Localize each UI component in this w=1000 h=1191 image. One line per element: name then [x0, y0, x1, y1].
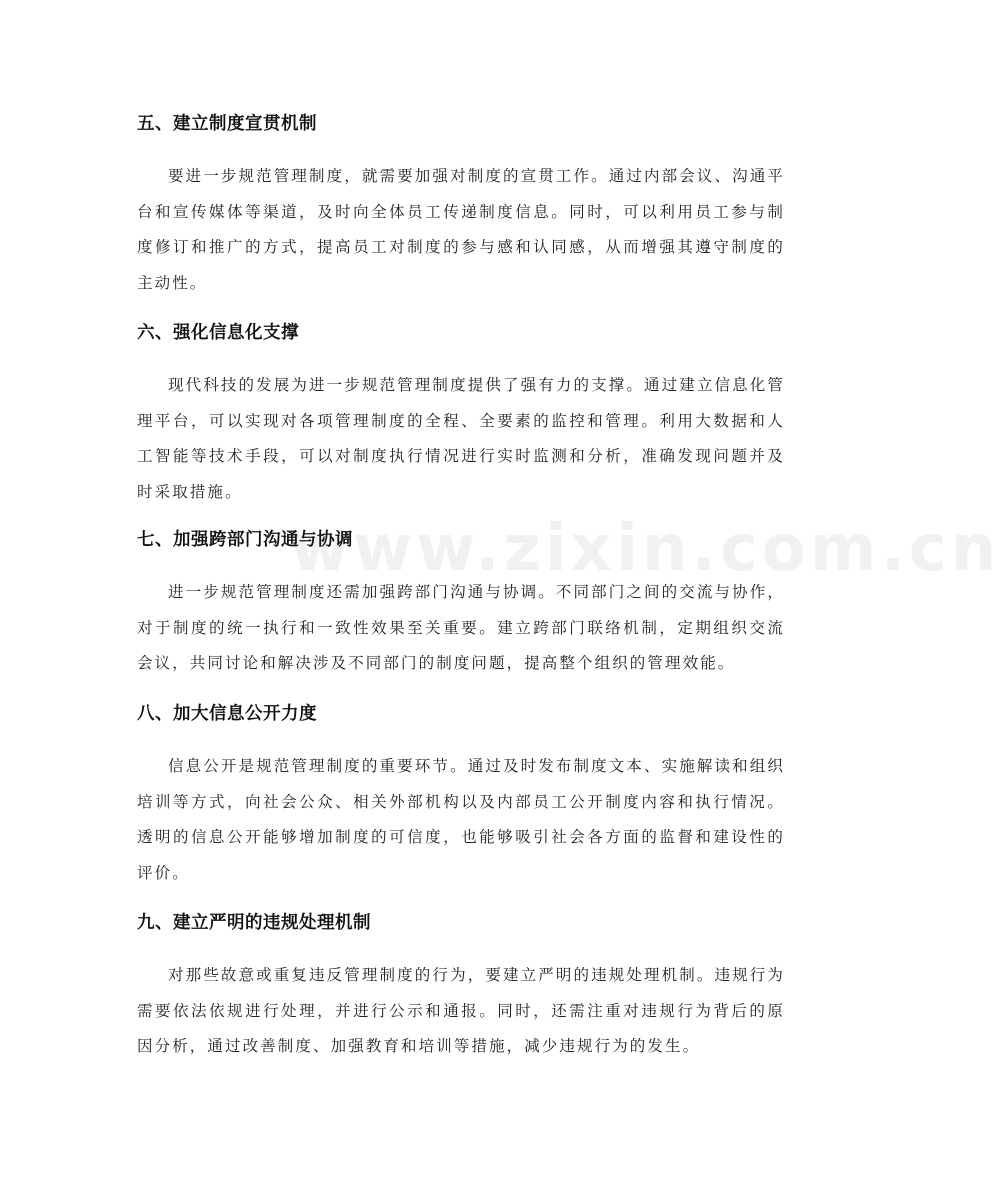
section-heading: 六、强化信息化支撑 — [137, 323, 299, 343]
section-paragraph: 信息公开是规范管理制度的重要环节。通过及时发布制度文本、实施解读和组织培训等方式，向社会公众、相关外部机构以及内部员工公开制度内容和执行情况。透明的信息公开能够增加制度的可信度，也能够吸引社会各方面的监督和建设性的评价。 — [137, 757, 785, 882]
section-heading: 五、建立制度宣贯机制 — [137, 114, 317, 134]
section-paragraph: 对那些故意或重复违反管理制度的行为，要建立严明的违规处理机制。违规行为需要依法依规进行处理，并进行公示和通报。同时，还需注重对违规行为背后的原因分析，通过改善制度、加强教育和培训等措施，减少违规行为的发生。 — [137, 966, 785, 1055]
section-heading: 九、建立严明的违规处理机制 — [137, 913, 371, 933]
watermark: www.zixin.com.cn — [290, 512, 1000, 586]
section-6 — [137, 321, 785, 510]
section-9 — [137, 911, 785, 1065]
section-8 — [137, 702, 785, 891]
section-paragraph: 现代科技的发展为进一步规范管理制度提供了强有力的支撑。通过建立信息化管理平台，可以实现对各项管理制度的全程、全要素的监控和管理。利用大数据和人工智能等技术手段，可以对制度执行情况进行实时监测和分析，准确发现问题并及时采取措施。 — [137, 376, 785, 501]
section-5 — [137, 112, 785, 301]
section-7 — [137, 528, 785, 682]
section-heading: 八、加大信息公开力度 — [137, 704, 317, 724]
section-paragraph: 进一步规范管理制度还需加强跨部门沟通与协调。不同部门之间的交流与协作，对于制度的统一执行和一致性效果至关重要。建立跨部门联络机制，定期组织交流会议，共同讨论和解决涉及不同部门的制度问题，提高整个组织的管理效能。 — [137, 583, 785, 672]
section-heading: 七、加强跨部门沟通与协调 — [137, 530, 353, 550]
section-paragraph: 要进一步规范管理制度，就需要加强对制度的宣贯工作。通过内部会议、沟通平台和宣传媒体等渠道，及时向全体员工传递制度信息。同时，可以利用员工参与制度修订和推广的方式，提高员工对制度的参与感和认同感，从而增强其遵守制度的主动性。 — [137, 167, 785, 292]
